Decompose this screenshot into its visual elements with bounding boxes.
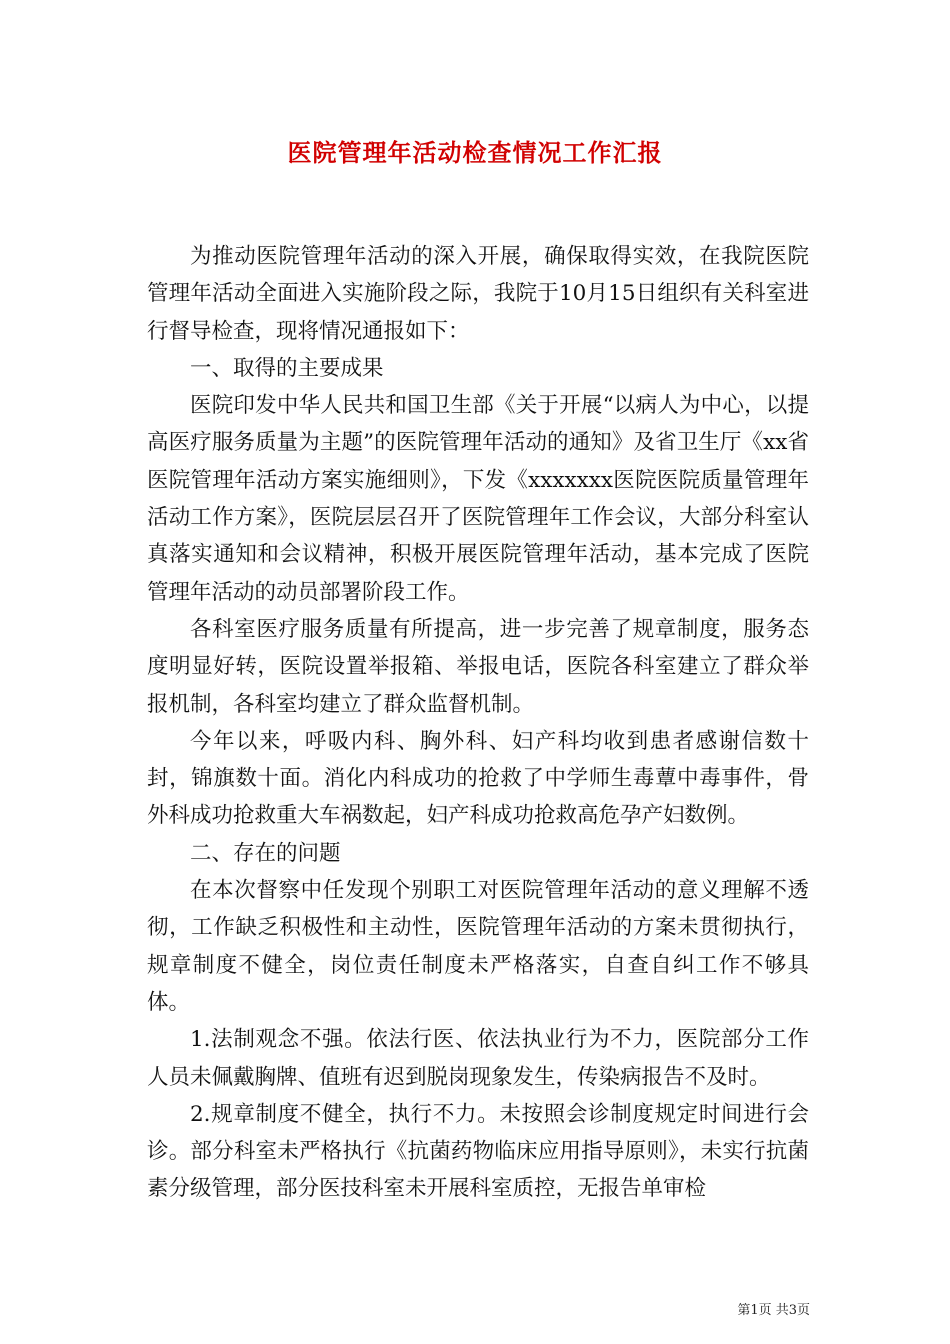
page-number: 第1页 共3页 [737, 1303, 810, 1318]
paragraph-item-1: 1.法制观念不强。依法行医、依法执业行为不力，医院部分工作人员未佩戴胸牌、值班有迟到脱岗现象发生，传染病报告不及时。 [147, 1027, 809, 1090]
heading-problems: 二、存在的问题 [190, 840, 341, 866]
document-title: 医院管理年活动检查情况工作汇报 [287, 138, 663, 167]
paragraph-notice: 医院印发中华人民共和国卫生部《关于开展“以病人为中心，以提高医疗服务质量为主题”的医院管理年活动的通知》及省卫生厅《xx省医院管理年活动方案实施细则》，下发《xxxxxxx医院医院质量管理年活动工作方案》，医院层层召开了医院管理年工作会议，大部分科室认真落实通知和会议精神，积极开展医院管理年活动，基本完成了医院管理年活动的动员部署阶段工作。 [147, 393, 809, 605]
paragraph-quality: 各科室医疗服务质量有所提高，进一步完善了规章制度，服务态度明显好转，医院设置举报箱、举报电话，医院各科室建立了群众举报机制，各科室均建立了群众监督机制。 [147, 616, 809, 717]
paragraph-intro: 为推动医院管理年活动的深入开展，确保取得实效，在我院医院管理年活动全面进入实施阶段之际，我院于10月15日组织有关科室进行督导检查，现将情况通报如下： [147, 244, 809, 344]
paragraph-issues: 在本次督察中任发现个别职工对医院管理年活动的意义理解不透彻，工作缺乏积极性和主动性，医院管理年活动的方案未贯彻执行，规章制度不健全，岗位责任制度未严格落实，自查自纠工作不够具体。 [147, 878, 809, 1015]
heading-achievements: 一、取得的主要成果 [190, 355, 384, 381]
document-body [147, 238, 809, 1208]
paragraph-item-2: 2.规章制度不健全，执行不力。未按照会诊制度规定时间进行会诊。部分科室未严格执行《抗菌药物临床应用指导原则》，未实行抗菌素分级管理，部分医技科室未开展科室质控，无报告单审检 [147, 1101, 809, 1202]
paragraph-thanks: 今年以来，呼吸内科、胸外科、妇产科均收到患者感谢信数十封，锦旗数十面。消化内科成功的抢救了中学师生毒蕈中毒事件，骨外科成功抢救重大车祸数起，妇产科成功抢救高危孕产妇数例。 [147, 728, 809, 829]
